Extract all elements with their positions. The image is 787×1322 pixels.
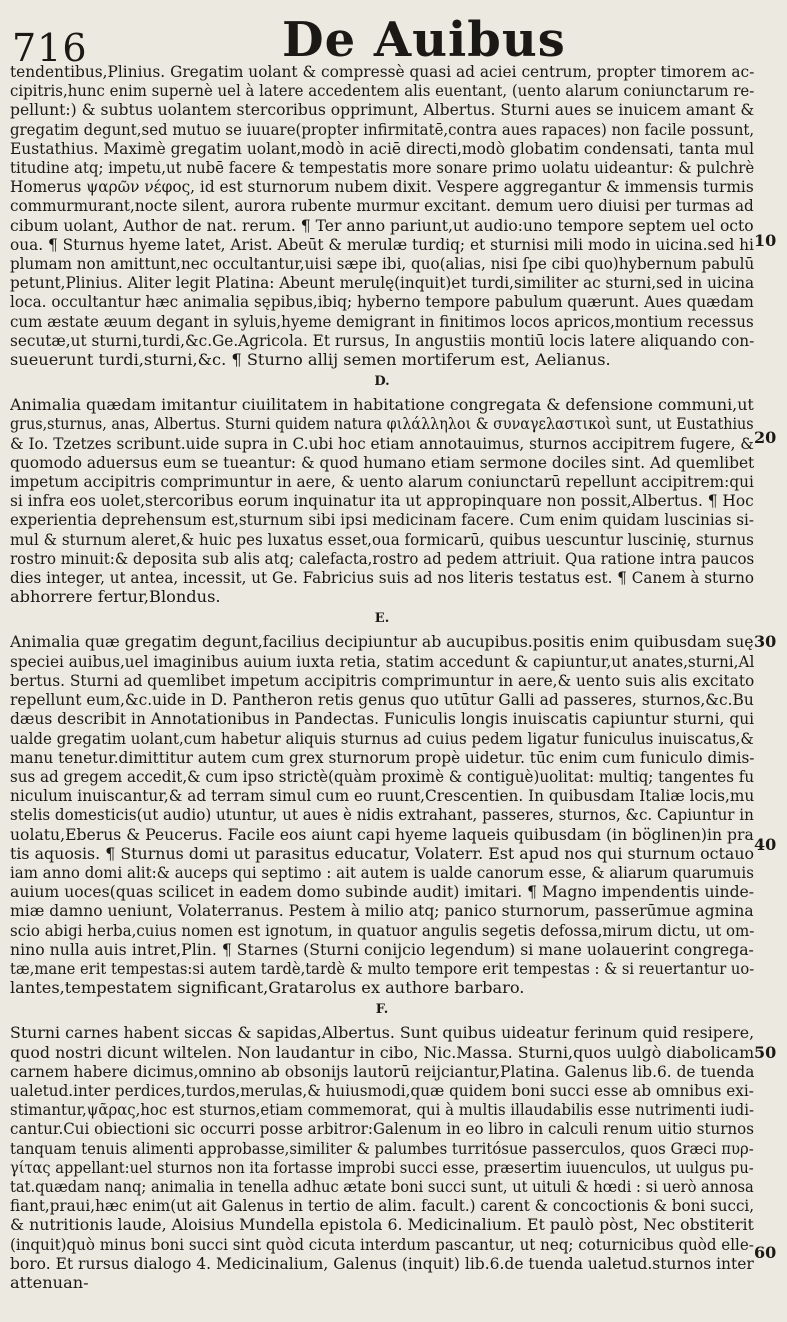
text-line: cum æstate æuum degant in syluis,hyeme demigrant in finitimos locos apricos,montium recessus [10, 311, 754, 331]
line-number-40: 40 [754, 835, 777, 854]
text-line: dies integer, ut antea, incessit, ut Ge. Fabricius suis ad nos literis testatus est. ¶ Canem à sturno [10, 568, 754, 588]
text-line: cantur.Cui obiectioni sic occurri posse arbitror:Galenum in eo libro in calculi renum uitio sturnos [10, 1119, 754, 1139]
line-number-10: 10 [754, 231, 777, 250]
text-line: commurmurant,nocte silent, aurora rubente murmur excitant. demum uero diuisi per turmas ad [10, 196, 754, 216]
text-line: miæ damno ueniunt, Volaterranus. Pestem à milio atq; panico sturnorum, passerūmue agmina [10, 901, 754, 921]
text-line: cipitris,hunc enim supernè uel à latere accedentem alis euentant, (uento alarum coniunctarum re- [10, 81, 754, 101]
text-line: loca. occultantur hæc animalia sępibus,ibiq; hyberno tempore pabulum quærunt. Aues quædam [10, 292, 754, 312]
text-line: plumam non amittunt,nec occultantur,uisi sæpe ibi, quo(alias, nisi ſpe cibi quo)hybernum pabulū [10, 254, 754, 274]
text-line: gregatim degunt,sed mutuo se iuuare(propter infirmitatē,contra aues rapaces) non facile possunt, [10, 119, 754, 139]
text-line: bertus. Sturni ad quemlibet impetum accipitris comprimuntur in aere,& uento suis alis excitato [10, 670, 754, 690]
text-line: quod nostri dicunt wiltelen. Non laudantur in cibo, Nic.Massa. Sturni,quos uulgò diabolicam [10, 1042, 754, 1062]
text-line: rostro minuit:& deposita sub alis atq; calefacta,rostro ad pedem attriuit. Qua ratione intra paucos [10, 548, 754, 568]
text-line: sueuerunt turdi,sturni,&c. ¶ Sturno allij semen mortiferum est, Aelianus. [10, 350, 611, 370]
text-line: stelis domesticis(ut audio) utuntur, ut aues è nidis extrahant, passeres, sturnos, &c. Capiuntur in [10, 805, 754, 825]
section-letter: D. [374, 374, 390, 390]
line-number-30: 30 [754, 632, 777, 651]
text-line: lantes,tempestatem significant,Gratarolus ex authore barbaro. [10, 978, 525, 998]
text-line: tendentibus,Plinius. Gregatim uolant & compressè quasi ad aciei centrum, propter timorem ac- [10, 62, 754, 81]
text-line: experientia deprehensum est,sturnum sibi ipsi medicinam facere. Cum enim quidam luscinias si- [10, 510, 754, 530]
running-head: De Auibus [282, 12, 566, 68]
text-line: titudine atq; impetu,ut nubē facere & tempestatis more sonare primo uolatu uideantur: & pulchrè [10, 158, 754, 178]
text-line: tæ,mane erit tempestas:si autem tardè,tardè & multo tempore erit tempestas : & si reuertantur uo- [10, 958, 754, 978]
text-line: secutæ,ut sturni,turdi,&c.Ge.Agricola. Et rursus, In angustiis montiū locis latere aliquando con- [10, 330, 754, 350]
text-line: auium uoces(quas scilicet in eadem domo subinde audit) imitari. ¶ Magno impendentis uinde- [10, 882, 754, 902]
line-number-20: 20 [754, 428, 777, 447]
text-line: impetum accipitris comprimuntur in aere, & uento alarum coniunctarū repellunt accipitrem:qui [10, 472, 754, 492]
text-line: abhorrere fertur,Blondus. [10, 587, 221, 607]
text-line: iam anno domi alit:& auceps qui septimo : ait autem is ualde canorum esse, & aliarum quarumuis [10, 862, 754, 882]
page-header [0, 8, 787, 70]
text-line: dæus describit in Annotationibus in Pandectas. Funiculis longis inuiscatis capiuntur sturni, qui [10, 709, 754, 729]
section-letter: E. [374, 611, 390, 627]
text-line: Animalia quæ gregatim degunt,facilius decipiuntur ab aucupibus.positis enim quibusdam suę [10, 632, 754, 652]
text-line: (inquit)quò minus boni succi sint quòd cicuta interdum pascantur, ut neq; coturnicibus quòd elle- [10, 1234, 754, 1254]
text-line: & Io. Tzetzes scribunt.uide supra in C.ubi hoc etiam annotauimus, sturnos accipitrem fugere, & [10, 433, 754, 453]
text-line: si infra eos uolet,stercoribus eorum inquinatur ita ut appropinquare non possit,Albertus. ¶ Hoc [10, 491, 754, 511]
text-line: ualetud.inter perdices,turdos,merulas,& huiusmodi,quæ quidem boni succi esse ab omnibus exi- [10, 1080, 754, 1100]
text-line: γίτας appellant:uel sturnos non ita fortasse improbi succi esse, præsertim iuuenculos, ut uulgus pu- [10, 1157, 754, 1177]
page-number: 716 [12, 26, 88, 70]
text-line: sus ad gregem accedit,& cum ipso strictè(quàm proximè & contiguè)uolitat: multiq; tangentes fu [10, 766, 754, 786]
text-line: speciei auibus,uel imaginibus auium iuxta retia, statim accedunt & capiuntur,ut anates,sturni,Al [10, 651, 754, 671]
line-number-60: 60 [754, 1243, 777, 1262]
text-line: niculum inuiscantur,& ad terram simul cum eo ruunt,Crescentien. In quibusdam Italiæ locis,mu [10, 786, 754, 806]
section-f [10, 1001, 754, 1292]
section-letter: F. [375, 1002, 389, 1018]
text-line: mul & sturnum aleret,& huic pes luxatus esset,oua formicarū, quibus uescuntur luscinię, sturnus [10, 529, 754, 549]
text-line: petunt,Plinius. Aliter legit Platina: Abeunt merulę(inquit)et turdi,similiter ac sturni,sed in uicina [10, 273, 754, 293]
line-number-50: 50 [754, 1043, 777, 1062]
text-line: stimantur,ψᾶρας,hoc est sturnos,etiam commemorat, qui à multis illaudabilis esse nutrimenti iudi- [10, 1100, 754, 1120]
text-line: attenuan- [10, 1272, 89, 1292]
text-body [10, 62, 754, 1292]
text-line: oua. ¶ Sturnus hyeme latet, Arist. Abeūt & merulæ turdiq; et sturnisi mili modo in uicina.sed hi [10, 234, 754, 254]
text-line: scio abigi herba,cuius nomen est ignotum, in quatuor angulis segetis defossa,mirum dictu, ut om- [10, 920, 754, 940]
text-line: fiant,praui,hæc enim(ut ait Galenus in tertio de alim. facult.) carent & concoctionis & boni succi, [10, 1196, 754, 1216]
text-line: tat.quædam nanq; animalia in tenella adhuc ætate boni succi sunt, ut uituli & hœdi : si uerò annosa [10, 1176, 754, 1196]
text-line: Animalia quædam imitantur ciuilitatem in habitatione congregata & defensione communi,ut [10, 395, 754, 415]
text-line: nino nulla auis intret,Plin. ¶ Starnes (Sturni conijcio legendum) si mane uolauerint congrega- [10, 939, 754, 959]
text-line: tis aquosis. ¶ Sturnus domi ut parasitus educatur, Volaterr. Est apud nos qui sturnum octauo [10, 843, 754, 863]
section-d [10, 373, 754, 606]
text-line: ualde gregatim uolant,cum habetur aliquis sturnus ad cuius pedem ligatur funiculus inuiscatus,& [10, 728, 754, 748]
text-line: Sturni carnes habent siccas & sapidas,Albertus. Sunt quibus uideatur ferinum quid resipere, [10, 1023, 754, 1043]
section-e [10, 610, 754, 997]
text-line: pellunt:) & subtus uolantem stercoribus opprimunt, Albertus. Sturni aues se inuicem amant & [10, 100, 754, 120]
text-line: Homerus ψαρῶν νέφος, id est sturnorum nubem dixit. Vespere aggregantur & immensis turmis [10, 177, 754, 197]
text-line: boro. Et rursus dialogo 4. Medicinalium, Galenus (inquit) lib.6.de tuenda ualetud.sturnos inter [10, 1253, 754, 1273]
text-line: manu tenetur.dimittitur autem cum grex sturnorum propè uidetur. tūc enim cum funiculo dimis- [10, 747, 754, 767]
text-line: uolatu,Eberus & Peucerus. Facile eos aiunt capi hyeme laqueis quibusdam (in böglinen)in pra [10, 824, 754, 844]
section-continued [10, 62, 754, 369]
text-line: Eustathius. Maximè gregatim uolant,modò in aciē directi,modò globatim condensati, tanta mul [10, 138, 754, 158]
text-line: repellunt eum,&c.uide in D. Pantheron retis genus quo utūtur Galli ad passeres, sturnos,&c.Bu [10, 690, 754, 710]
text-line: carnem habere dicimus,omnino ab obsonijs lautorū reijciantur,Platina. Galenus lib.6. de tuenda [10, 1061, 754, 1081]
text-line: grus,sturnus, anas, Albertus. Sturni quidem natura φιλάλληλοι & συναγελαστικοὶ sunt, ut Eustathius [10, 414, 754, 434]
text-line: & nutritionis laude, Aloisius Mundella epistola 6. Medicinalium. Et paulò pòst, Nec obstiterit [10, 1215, 754, 1235]
text-line: tanquam tenuis alimenti approbasse,similiter & palumbes turritósue passerculos, quos Græci πυρ- [10, 1138, 754, 1158]
text-line: cibum uolant, Author de nat. rerum. ¶ Ter anno pariunt,ut audio:uno tempore septem uel octo [10, 215, 754, 235]
text-line: quomodo aduersus eum se tueantur: & quod humano etiam sermone dociles sint. Ad quemlibet [10, 452, 754, 472]
